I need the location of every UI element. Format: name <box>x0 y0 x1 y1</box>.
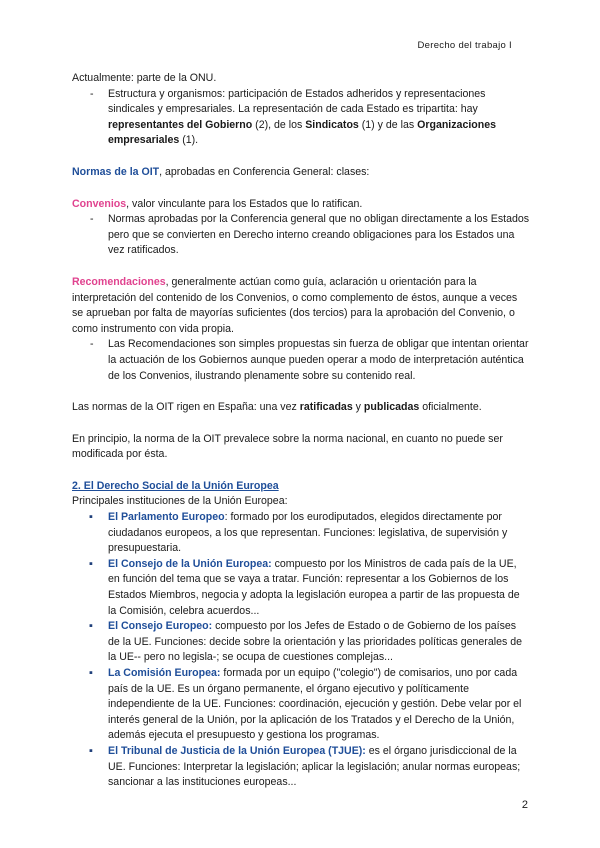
normas-term: Normas de la OIT <box>72 165 160 178</box>
recomendaciones-bullet: - Las Recomendaciones son simples propuestas sin fuerza de obligar que intentan orientar la actuación de los Gobiernos aunque pueden operar a modo de interpretación auténtica de los Convenios, ilustrando plenamente sobre su contenido real. <box>72 337 530 384</box>
list-item: ▪ La Comisión Europea: formada por un equipo ("colegio") de comisarios, uno por cada país de la UE. Es un órgano permanente, el órgano ejecutivo y políticamente independiente de la UE. Funciones: coordinación, ejecución y gestión. Debe velar por el interés general de la Unión, por la aplicación de los Tratados y el Derecho de la Unión, además ejecuta el presupuesto y gestiona los programas. <box>72 666 530 744</box>
section-intro: Principales instituciones de la Unión Europea: <box>72 495 288 508</box>
page-number: 2 <box>521 799 528 811</box>
recomendaciones-list <box>72 337 530 384</box>
list-item: ▪ El Tribunal de Justicia de la Unión Europea (TJUE): es el órgano jurisdiccional de la UE. Funciones: Interpretar la legislación; aplicar la legislación; anular normas europeas; sancionar a las instituciones europeas... <box>72 744 530 791</box>
page-content <box>72 71 530 791</box>
espana-paragraph: Las normas de la OIT rigen en España: una vez ratificadas y publicadas oficialmente. <box>72 401 482 414</box>
convenios-list <box>72 212 530 259</box>
principio-paragraph: En principio, la norma de la OIT prevalece sobre la norma nacional, en cuanto no puede ser modificada por ésta. <box>72 432 503 461</box>
convenios-paragraph: Convenios, valor vinculante para los Estados que lo ratifican. <box>72 197 363 210</box>
structure-list <box>72 87 530 149</box>
list-item: ▪ El Consejo Europeo: compuesto por los Jefes de Estado o de Gobierno de los países de la UE. Funciones: decide sobre la orientación y las prioridades políticas generales de la UE-- pero no legisla-; se ocupa de cuestiones complejas... <box>72 619 530 666</box>
list-item: ▪ El Consejo de la Unión Europea: compuesto por los Ministros de cada país de la UE, en función del tema que se vaya a tratar. Función: representar a los Gobiernos de los Estados Miembros, negocia y adopta la legislación europea a partir de las propuesta de la Comisión, celebra acuerdos... <box>72 557 530 619</box>
running-header: Derecho del trabajo I <box>417 40 512 51</box>
list-item: ▪ El Parlamento Europeo: formado por los eurodiputados, elegidos directamente por ciudadanos europeos, a los que representan. Funciones: legislativa, de supervisión y presupuestaria. <box>72 510 530 557</box>
structure-bullet: - Estructura y organismos: participación de Estados adheridos y representaciones sindicales y empresariales. La representación de cada Estado es tripartita: hay representantes del Gobierno (2), de los Sindicatos (1) y de las Organizaciones empresariales (1). <box>72 87 530 149</box>
recomendaciones-term: Recomendaciones <box>72 275 166 288</box>
recomendaciones-paragraph: Recomendaciones, generalmente actúan como guía, aclaración u orientación para la interpretación del contenido de los Convenios, o como complemento de éstos, aunque a veces se aprueban por falta de mayorías suficientes (dos tercios) para la aprobación del Convenio, o como instrumento con vida propia. <box>72 275 518 335</box>
convenios-bullet: - Normas aprobadas por la Conferencia general que no obligan directamente a los Estados pero que se convierten en Derecho interno creando obligaciones para los Estados una vez ratificados. <box>72 212 530 259</box>
normas-paragraph: Normas de la OIT, aprobadas en Conferencia General: clases: <box>72 165 370 178</box>
convenios-term: Convenios <box>72 197 127 210</box>
onu-line: Actualmente: parte de la ONU. <box>72 72 217 84</box>
institutions-list <box>72 510 530 791</box>
section-heading: 2. El Derecho Social de la Unión Europea <box>72 479 279 492</box>
